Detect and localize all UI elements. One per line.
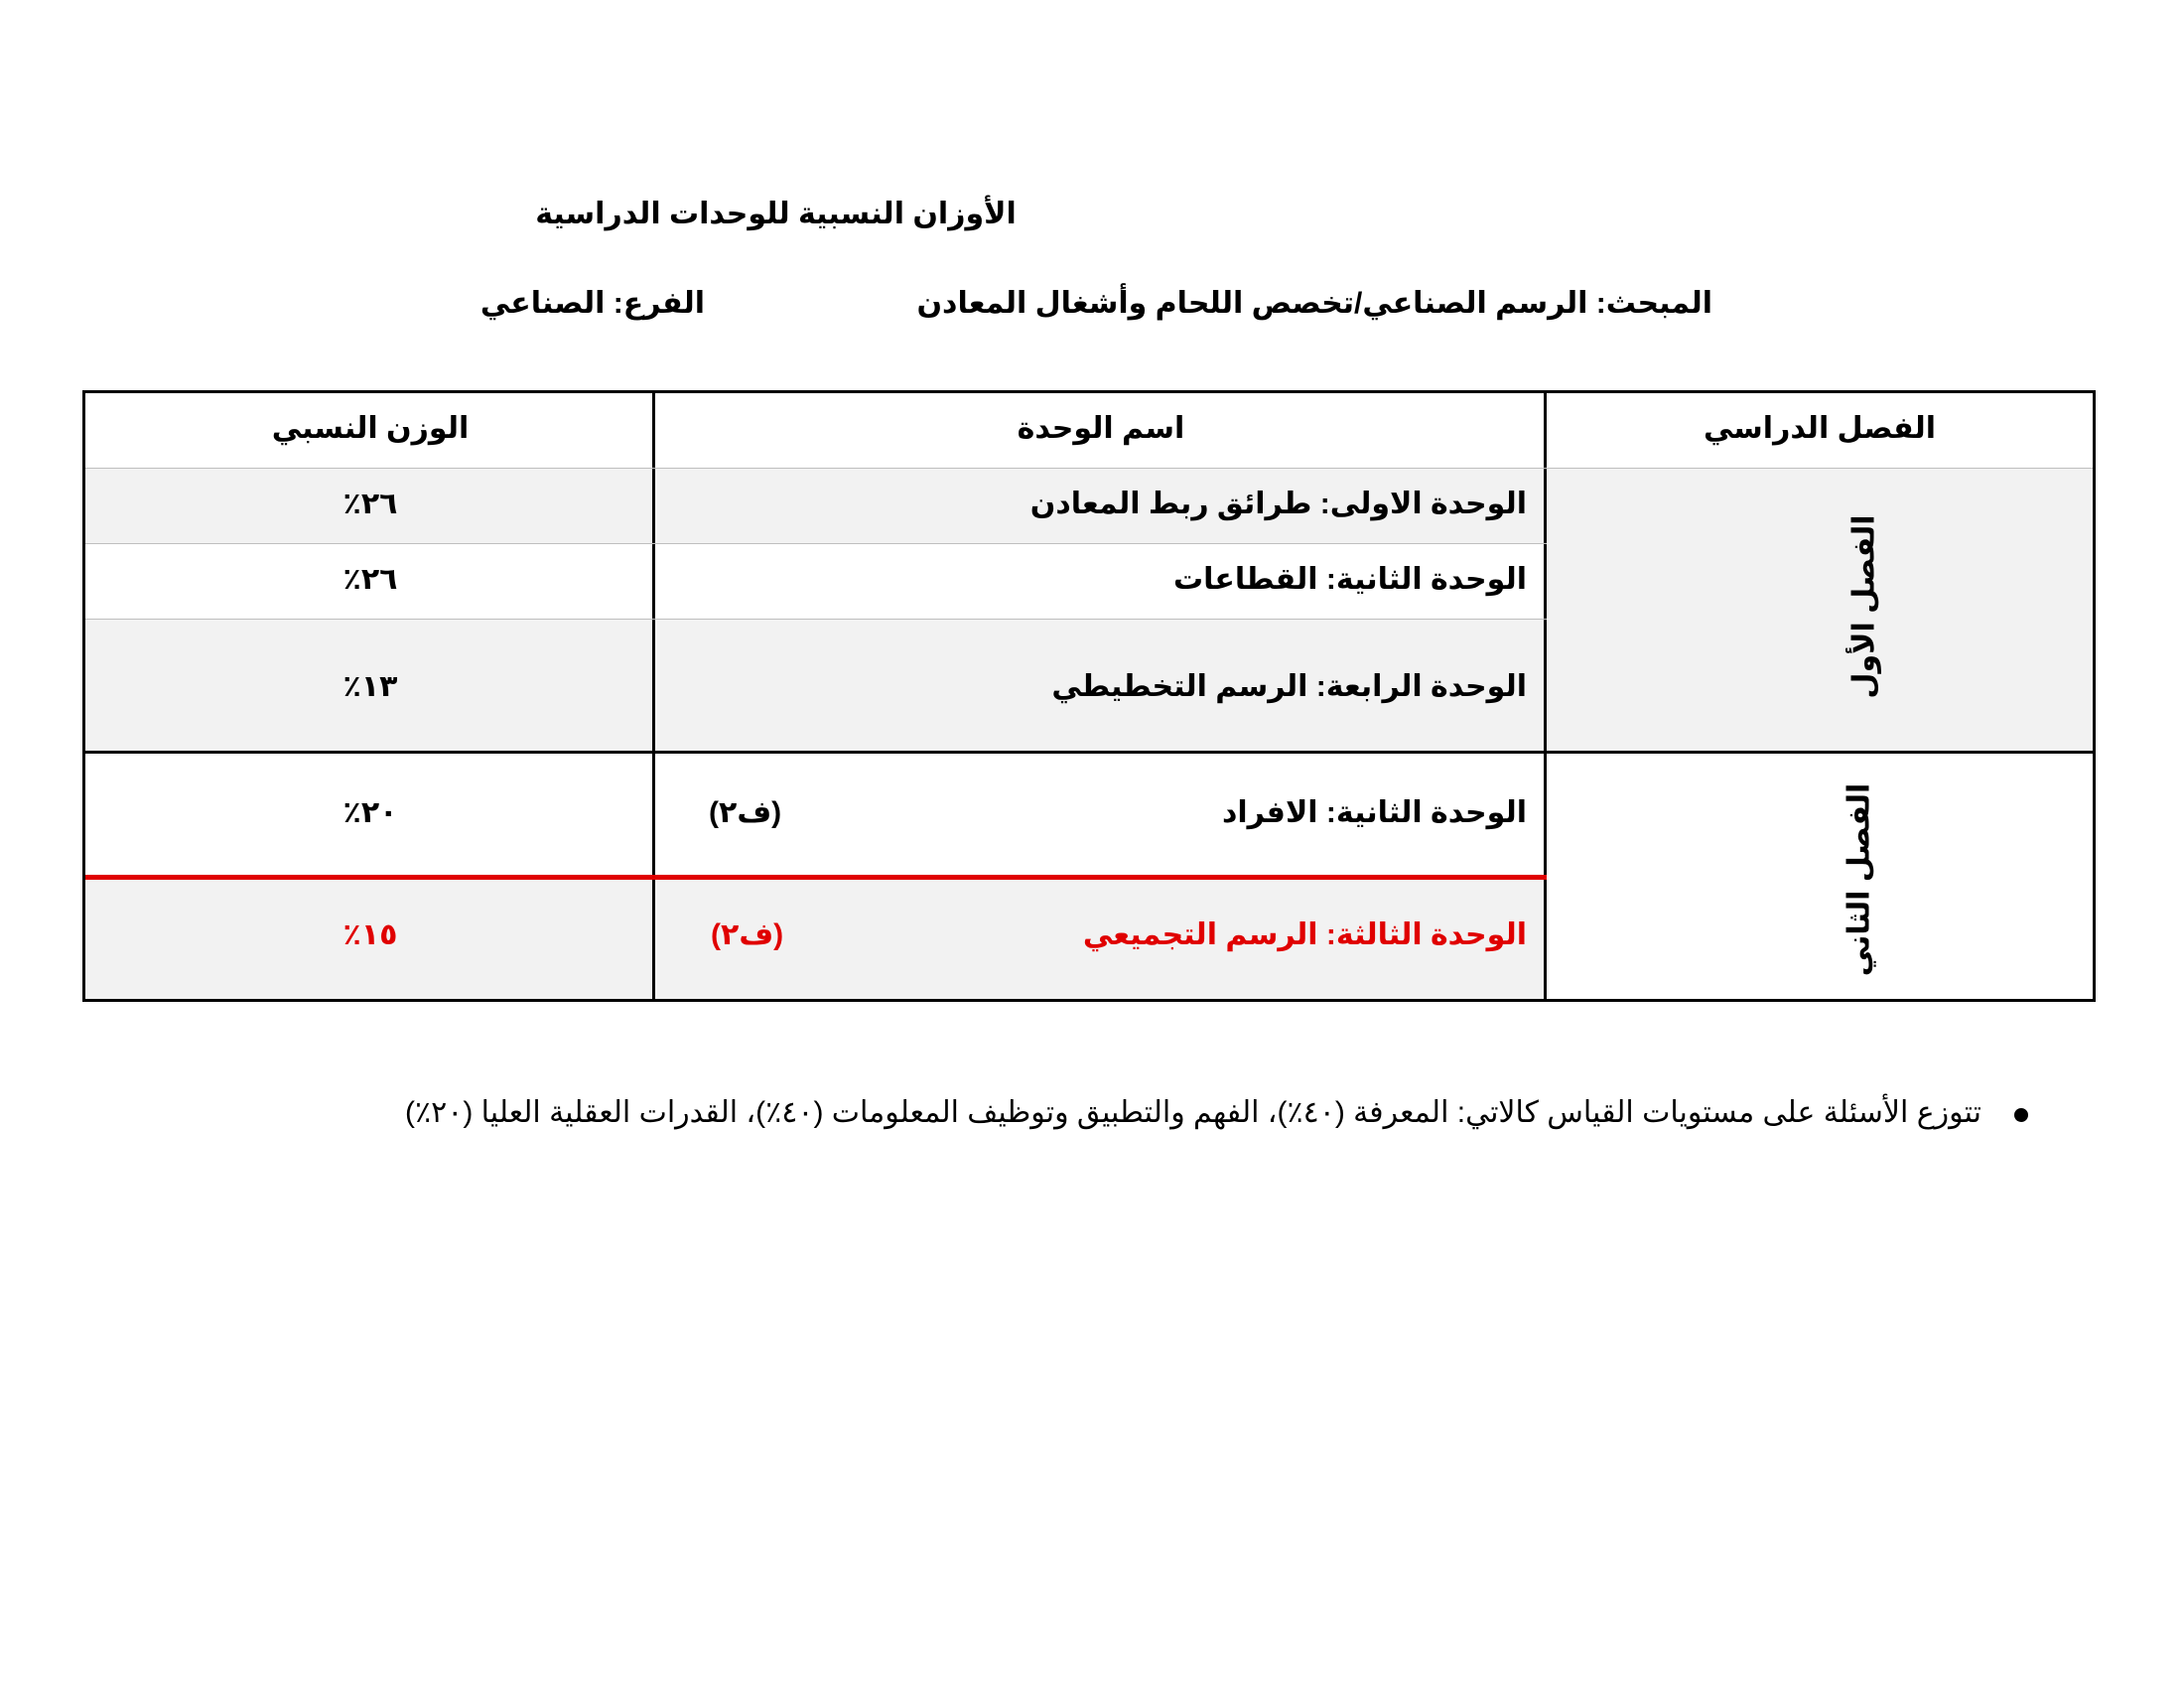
table-row: ٢٦٪ الوحدة الثانية: القطاعات [342,563,1527,596]
column-divider [652,393,655,999]
branch-line: الفرع: الصناعي [479,287,705,320]
row-divider [85,619,1547,620]
highlight-divider [85,875,1547,880]
row-divider [85,543,1547,544]
table-row: ١٣٪ الوحدة الرابعة: الرسم التخطيطي [85,620,2093,751]
table-row: ٢٠٪ الوحدة الثانية: الافراد (ف٢) [342,796,1527,829]
semester-2-label: الفصل الثاني [1843,782,1876,977]
semester-1-label: الفصل الأول [1847,514,1881,699]
bullet-icon [2014,1108,2028,1122]
semester-divider [85,751,2093,754]
semester-cell-shade [1547,544,2093,620]
header-semester: الفصل الدراسي [1703,412,1937,445]
subject-line: المبحث: الرسم الصناعي/تخصص اللحام وأشغال المعادن [916,287,1712,320]
header-weight: الوزن النسبي [271,412,470,445]
row-divider [85,468,2093,469]
weights-table [82,390,2096,1002]
document-title: الأوزان النسبية للوحدات الدراسية [535,198,1017,230]
table-row: ٢٦٪ الوحدة الاولى: طرائق ربط المعادن [85,469,2093,544]
column-divider [1544,393,1547,999]
header-unit-name: اسم الوحدة [1017,412,1185,445]
table-row-highlighted: ١٥٪ الوحدة الثالثة: الرسم التجميعي (ف٢) [85,878,1547,999]
measurement-note: تتوزع الأسئلة على مستويات القياس كالاتي: المعرفة (٤٠٪)، الفهم والتطبيق وتوظيف المعلومات (٤٠٪)، القدرات العقلية العليا (٢٠٪) [405,1096,1981,1129]
